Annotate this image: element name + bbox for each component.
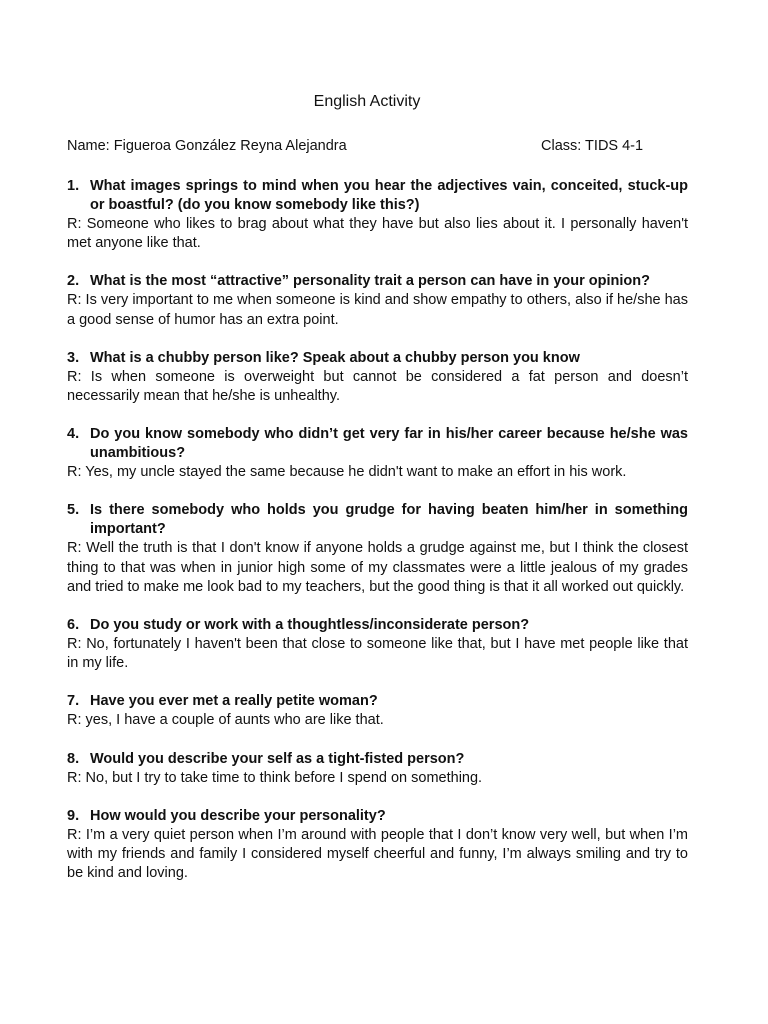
question-text: Do you study or work with a thoughtless/inconsiderate person? [90,617,530,634]
qa-item-6 [67,616,688,673]
question-number: 6. [67,617,80,634]
question-number: 7. [67,693,80,710]
question [67,177,688,215]
question-number: 3. [67,349,80,366]
question [67,501,688,539]
qa-item-4 [67,425,688,482]
question-text: Is there somebody who holds you grudge for having beaten him/her in something important? [90,502,688,538]
question-text: What is the most “attractive” personality trait a person can have in your opinion? [90,273,650,290]
question [67,692,688,711]
answer-text: R: Is when someone is overweight but cannot be considered a fat person and doesn’t necessarily mean that he/she is unhealthy. [67,368,688,405]
question [67,425,688,463]
question [67,349,688,368]
question [67,272,688,291]
question-number: 5. [67,502,80,519]
answer-text: R: I’m a very quiet person when I’m around with people that I don’t know very well, but when I’m with my friends and family I considered myself cheerful and funny, I’m always smiling and try to be kind and loving. [67,826,688,882]
answer-text: R: No, but I try to take time to think before I spend on something. [67,769,483,786]
document-title: English Activity [313,93,421,110]
class-label: Class: TIDS 4-1 [541,138,644,154]
question-number: 9. [67,807,80,824]
qa-item-8 [67,750,688,788]
student-name: Name: Figueroa González Reyna Alejandra [67,138,347,154]
answer-text: R: No, fortunately I haven't been that close to someone like that, but I have met people like that in my life. [67,636,688,672]
qa-item-1 [67,177,688,253]
qa-item-9 [67,807,688,884]
answer-text: R: Someone who likes to brag about what they have but also lies about it. I personally haven't met anyone like that. [67,216,688,252]
question-number: 8. [67,750,80,767]
question-text: Have you ever met a really petite woman? [90,693,378,710]
qa-item-7 [67,692,688,730]
question-number: 4. [67,426,80,443]
qa-item-3 [67,349,688,406]
question [67,616,688,635]
answer-text: R: Is very important to me when someone is kind and show empathy to others, also if he/she has a good sense of humor has an extra point. [67,292,688,328]
answer-text: R: Yes, my uncle stayed the same because he didn't want to make an effort in his work. [67,464,627,481]
question-text: Do you know somebody who didn’t get very far in his/her career because he/she was unambitious? [90,426,688,462]
answer-text: R: Well the truth is that I don't know if anyone holds a grudge against me, but I think the closest thing to that was when in junior high some of my classmates were a little jealous of my grades and tried to make me look bad to my teachers, but the good thing is that it all worked out quickly. [67,540,688,595]
question-number: 2. [67,273,80,290]
question-text: How would you describe your personality? [90,807,386,824]
question-list [67,177,688,902]
qa-item-5 [67,501,688,597]
question-text: What is a chubby person like? Speak about a chubby person you know [90,349,580,366]
qa-item-2 [67,272,688,329]
answer-text: R: yes, I have a couple of aunts who are like that. [67,712,384,729]
question-number: 1. [67,178,80,194]
question [67,807,688,826]
question-text: Would you describe your self as a tight-fisted person? [90,750,465,767]
question-text: What images springs to mind when you hear the adjectives vain, conceited, stuck-up or boastful? (do you know somebody like this?) [90,178,688,213]
question [67,750,688,769]
